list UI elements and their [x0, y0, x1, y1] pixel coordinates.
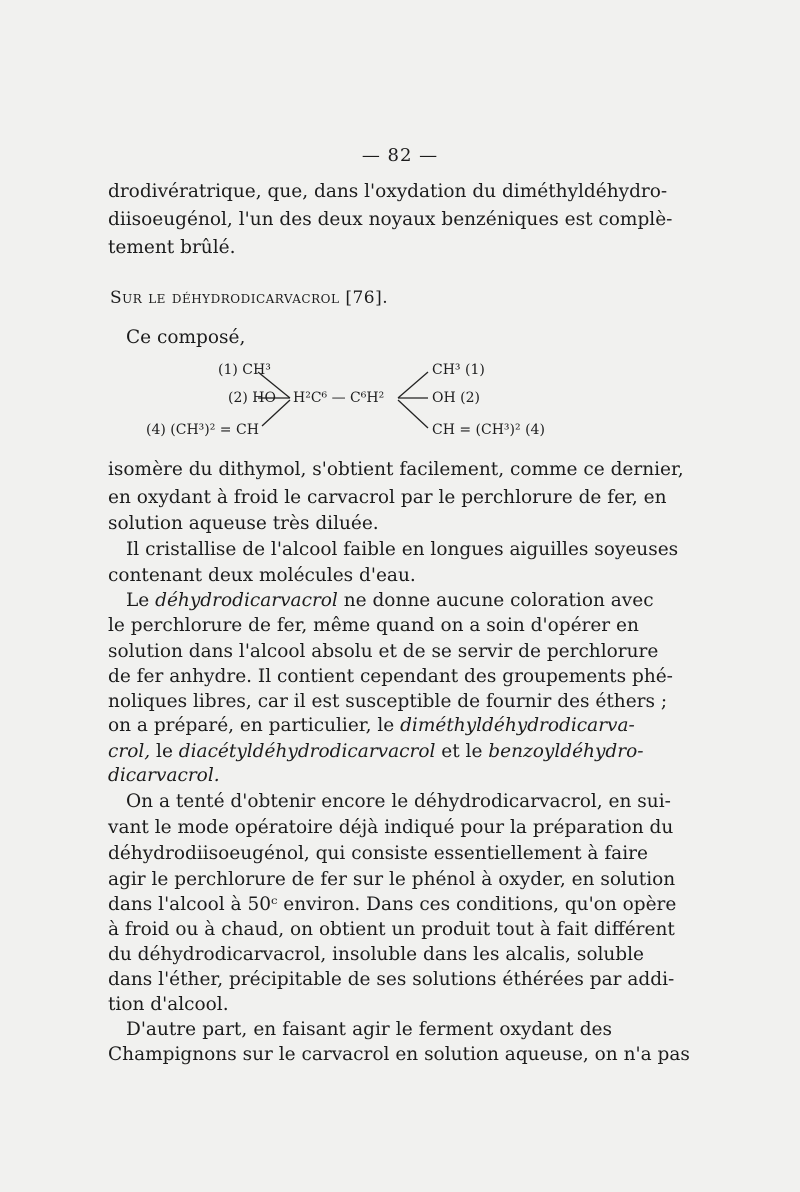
- italic-term: dicarvacrol.: [108, 765, 220, 786]
- text-line: On a tenté d'obtenir encore le déhydrodicarvacrol, en sui-: [126, 791, 671, 812]
- text-line: D'autre part, en faisant agir le ferment oxydant des: [126, 1019, 612, 1040]
- text-line: tement brûlé.: [108, 237, 236, 258]
- text-line: le perchlorure de fer, même quand on a soin d'opérer en: [108, 615, 639, 636]
- text-span: Le: [126, 590, 156, 611]
- text-line: vant le mode opératoire déjà indiqué pour la préparation du: [108, 817, 674, 838]
- text-line: tion d'alcool.: [108, 994, 229, 1015]
- structural-formula: [130, 358, 570, 448]
- text-span: le: [150, 741, 179, 762]
- italic-term: diméthyldéhydrodicarva-: [400, 715, 635, 736]
- text-line: à froid ou à chaud, on obtient un produit tout à fait différent: [108, 919, 675, 940]
- text-line: drodivératrique, que, dans l'oxydation du diméthyldéhydro-: [108, 181, 668, 202]
- text-line: diisoeugénol, l'un des deux noyaux benzéniques est complè-: [108, 209, 673, 230]
- text-line: du déhydrodicarvacrol, insoluble dans les alcalis, soluble: [108, 944, 644, 965]
- text-line: [108, 764, 612, 788]
- text-span: on a préparé, en particulier, le: [108, 715, 401, 736]
- text-line: Champignons sur le carvacrol en solution aqueuse, on n'a pas: [108, 1044, 690, 1065]
- text-line: isomère du dithymol, s'obtient facilement, comme ce dernier,: [108, 459, 684, 480]
- formula-right-3: CH = (CH³)² (4): [432, 422, 545, 438]
- text-line: solution dans l'alcool absolu et de se servir de perchlorure: [108, 641, 659, 662]
- text-line: déhydrodiisoeugénol, qui consiste essentiellement à faire: [108, 843, 648, 864]
- text-line: solution aqueuse très diluée.: [108, 513, 379, 534]
- italic-term: benzoyldéhydro-: [488, 741, 644, 762]
- intro-line: Ce composé,: [126, 327, 246, 348]
- formula-right-1: CH³ (1): [432, 362, 485, 378]
- text-line: Il cristallise de l'alcool faible en longues aiguilles soyeuses: [126, 539, 679, 560]
- formula-right-2: OH (2): [432, 390, 480, 406]
- text-line: contenant deux molécules d'eau.: [108, 565, 416, 586]
- text-span: et le: [435, 741, 489, 762]
- text-line: [108, 740, 644, 764]
- italic-term: diacétyldéhydrodicarvacrol: [178, 741, 436, 762]
- italic-term: crol,: [108, 741, 151, 762]
- text-line: dans l'éther, précipitable de ses solutions éthérées par addi-: [108, 969, 675, 990]
- italic-term: déhydrodicarvacrol: [155, 590, 338, 611]
- text-line: de fer anhydre. Il contient cependant des groupements phé-: [108, 666, 673, 687]
- text-line: en oxydant à froid le carvacrol par le perchlorure de fer, en: [108, 487, 667, 508]
- section-heading: [110, 286, 614, 310]
- text-span: ne donne aucune coloration avec: [337, 590, 654, 611]
- text-line: [108, 714, 635, 738]
- heading-title: Sur le déhydrodicarvacrol: [110, 288, 340, 308]
- heading-ref: [76].: [339, 288, 389, 308]
- formula-left-2: (2) HO: [228, 390, 276, 406]
- page-number: — 82 —: [361, 145, 439, 166]
- text-line: dans l'alcool à 50ᶜ environ. Dans ces conditions, qu'on opère: [108, 894, 677, 915]
- formula-left-3: (4) (CH³)² = CH: [146, 422, 259, 438]
- formula-center: H²C⁶ — C⁶H²: [293, 390, 385, 406]
- formula-left-1: (1) CH³: [218, 362, 271, 378]
- text-line: [126, 589, 654, 613]
- text-line: noliques libres, car il est susceptible de fournir des éthers ;: [108, 691, 668, 712]
- text-line: agir le perchlorure de fer sur le phénol à oxyder, en solution: [108, 869, 676, 890]
